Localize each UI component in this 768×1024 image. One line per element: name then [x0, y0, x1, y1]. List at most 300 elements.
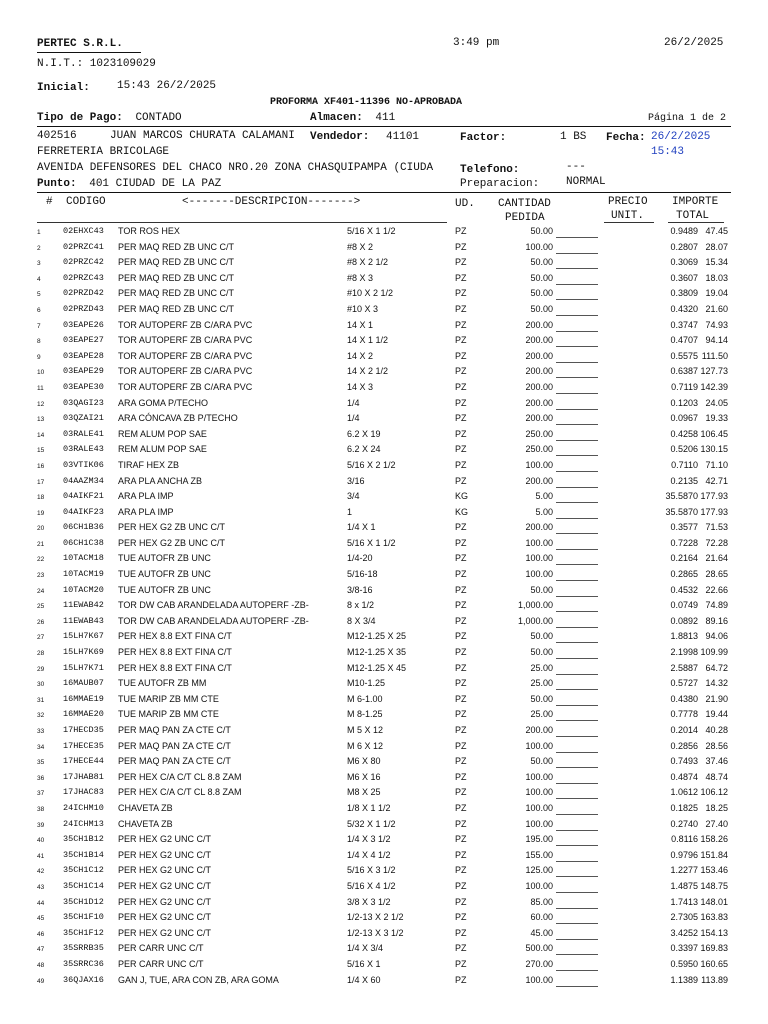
- table-row: [0, 567, 768, 583]
- client-address: AVENIDA DEFENSORES DEL CHACO NRO.20 ZONA CHASQUIPAMPA (CIUDA: [37, 162, 434, 174]
- item-description: PER HEX G2 UNC C/T: [118, 927, 212, 938]
- item-description: PER HEX G2 UNC C/T: [118, 880, 212, 891]
- item-description: TOR AUTOPERF ZB C/ARA PVC: [118, 319, 253, 330]
- company-underline: [37, 52, 141, 53]
- table-row: [0, 754, 768, 770]
- item-unit-price: 0.5950: [670, 958, 698, 969]
- item-unit: PZ: [455, 865, 467, 876]
- delivered-blank-line: [556, 408, 598, 410]
- item-code: 16MAUB07: [63, 678, 104, 689]
- row-number: 1: [37, 229, 41, 236]
- item-size: #8 X 2 1/2: [347, 257, 389, 268]
- table-row: [0, 520, 768, 536]
- item-quantity: 195.00: [525, 834, 553, 845]
- col-cantidad-1: CANTIDAD: [498, 198, 551, 210]
- item-description: TUE AUTOFR ZB UNC: [118, 569, 211, 580]
- almacen: [310, 112, 395, 124]
- item-quantity: 5.00: [535, 491, 553, 502]
- item-quantity: 200.00: [525, 413, 553, 424]
- item-description: PER CARR UNC C/T: [118, 943, 204, 954]
- item-code: 03QZAI21: [63, 413, 104, 424]
- item-quantity: 250.00: [525, 428, 553, 439]
- item-quantity: 45.00: [530, 927, 553, 938]
- item-unit: PZ: [455, 662, 467, 673]
- vendedor: [310, 131, 419, 143]
- item-total: 148.75: [700, 880, 728, 891]
- item-description: REM ALUM POP SAE: [118, 444, 207, 455]
- item-code: 15LH7K71: [63, 662, 104, 673]
- item-size: 1/4 X 3 1/2: [347, 834, 391, 845]
- item-quantity: 85.00: [530, 896, 553, 907]
- delivered-blank-line: [556, 486, 598, 488]
- item-size: 8 x 1/2: [347, 600, 375, 611]
- item-unit-price: 0.2856: [670, 740, 698, 751]
- item-code: 03EAPE30: [63, 381, 104, 392]
- row-number: 39: [37, 821, 45, 829]
- table-row: [0, 848, 768, 864]
- nit: N.I.T.: 1023109029: [37, 58, 156, 70]
- item-unit: PZ: [455, 787, 467, 798]
- row-number: 8: [37, 338, 41, 346]
- delivered-blank-line: [556, 907, 598, 909]
- item-table: [0, 224, 768, 988]
- item-unit-price: 0.1825: [670, 802, 698, 813]
- item-unit: KG: [455, 506, 469, 517]
- item-unit-price: 0.7228: [670, 537, 698, 548]
- item-total: 74.89: [705, 600, 728, 611]
- item-unit-price: 0.0967: [670, 413, 698, 424]
- item-total: 19.04: [705, 288, 728, 299]
- item-size: M6 X 80: [347, 756, 381, 767]
- item-code: 15LH7K67: [63, 631, 104, 642]
- item-unit: PZ: [455, 319, 467, 330]
- delivered-blank-line: [556, 673, 598, 675]
- vendedor-value: 41101: [386, 131, 420, 143]
- row-number: 40: [37, 837, 45, 845]
- item-quantity: 250.00: [525, 444, 553, 455]
- item-size: 3/4: [347, 491, 360, 502]
- item-description: PER MAQ PAN ZA CTE C/T: [118, 756, 231, 767]
- item-total: 19.33: [705, 413, 728, 424]
- item-size: 5/16 X 4 1/2: [347, 880, 396, 891]
- item-description: TUE AUTOFR ZB UNC: [118, 553, 211, 564]
- item-code: 03RALE43: [63, 444, 104, 455]
- delivered-blank-line: [556, 782, 598, 784]
- business-name: FERRETERIA BRICOLAGE: [37, 146, 170, 158]
- page-indicator: Página 1 de 2: [648, 113, 727, 124]
- table-row: [0, 739, 768, 755]
- item-unit-price: 0.9489: [670, 226, 698, 236]
- item-unit-price: 1.7413: [670, 896, 698, 907]
- item-quantity: 200.00: [525, 397, 553, 408]
- table-row: [0, 551, 768, 567]
- item-total: 127.73: [700, 366, 728, 377]
- delivered-blank-line: [556, 735, 598, 737]
- item-unit-price: 3.4252: [670, 927, 698, 938]
- item-unit: PZ: [455, 771, 467, 782]
- delivered-blank-line: [556, 860, 598, 862]
- item-description: PER HEX G2 UNC C/T: [118, 834, 212, 845]
- table-row: [0, 957, 768, 973]
- item-quantity: 100.00: [525, 537, 553, 548]
- item-size: 1/2-13 X 2 1/2: [347, 912, 404, 923]
- row-number: 44: [37, 899, 45, 907]
- item-total: 89.16: [705, 615, 728, 626]
- item-size: 1/4-20: [347, 553, 373, 564]
- table-row: [0, 318, 768, 334]
- delivered-blank-line: [556, 688, 598, 690]
- item-quantity: 50.00: [530, 756, 553, 767]
- item-size: 5/16 X 3 1/2: [347, 865, 396, 876]
- table-row: [0, 629, 768, 645]
- item-unit-price: 0.2740: [670, 818, 698, 829]
- row-number: 42: [37, 868, 45, 876]
- item-size: 1/4: [347, 397, 360, 408]
- table-row: [0, 442, 768, 458]
- item-description: PER HEX G2 UNC C/T: [118, 896, 212, 907]
- row-number: 49: [37, 977, 45, 985]
- delivered-blank-line: [556, 501, 598, 503]
- row-number: 23: [37, 572, 45, 580]
- item-unit: PZ: [455, 880, 467, 891]
- item-unit-price: 0.7119: [671, 381, 698, 392]
- table-row: [0, 832, 768, 848]
- item-unit: PZ: [455, 927, 467, 938]
- delivered-blank-line: [556, 579, 598, 581]
- table-row: [0, 536, 768, 552]
- item-size: M12-1.25 X 35: [347, 647, 407, 658]
- item-size: M12-1.25 X 45: [347, 662, 407, 673]
- item-quantity: 100.00: [525, 818, 553, 829]
- delivered-blank-line: [556, 719, 598, 721]
- item-code: 10TACM18: [63, 553, 104, 564]
- item-code: 11EWAB43: [63, 615, 104, 626]
- item-code: 35CH1F12: [63, 927, 104, 938]
- row-number: 27: [37, 634, 45, 642]
- delivered-blank-line: [556, 766, 598, 768]
- delivered-blank-line: [556, 423, 598, 425]
- item-unit-price: 0.7493: [670, 756, 698, 767]
- item-size: 1/2-13 X 3 1/2: [347, 927, 404, 938]
- fecha-label: Fecha:: [606, 132, 646, 144]
- item-unit-price: 0.7778: [670, 709, 698, 720]
- item-total: 18.03: [705, 272, 728, 283]
- item-total: 158.26: [700, 834, 728, 845]
- item-description: PER HEX G2 UNC C/T: [118, 865, 212, 876]
- punto-label: Punto:: [37, 178, 77, 190]
- item-size: 5/16 X 1 1/2: [347, 537, 396, 548]
- table-row: [0, 505, 768, 521]
- delivered-blank-line: [556, 548, 598, 550]
- row-number: 24: [37, 587, 45, 595]
- item-code: 36QJAX16: [63, 974, 104, 985]
- item-total: 48.74: [705, 771, 728, 782]
- item-description: TOR DW CAB ARANDELADA AUTOPERF -ZB-: [118, 600, 309, 611]
- item-size: #8 X 2: [347, 241, 374, 252]
- item-total: 15.34: [705, 257, 728, 268]
- table-row: [0, 692, 768, 708]
- delivered-blank-line: [556, 454, 598, 456]
- item-unit: PZ: [455, 678, 467, 689]
- table-row: [0, 645, 768, 661]
- item-total: 160.65: [700, 958, 728, 969]
- item-size: 1/4 X 60: [347, 974, 381, 985]
- item-unit-price: 0.2164: [670, 553, 698, 564]
- item-unit-price: 0.4707: [670, 335, 698, 346]
- row-number: 2: [37, 244, 41, 252]
- item-unit: PZ: [455, 818, 467, 829]
- item-size: 5/16-18: [347, 569, 378, 580]
- table-row: [0, 240, 768, 256]
- inicial-label: Inicial:: [37, 82, 90, 94]
- row-number: 32: [37, 712, 45, 720]
- item-unit: PZ: [455, 631, 467, 642]
- item-description: TOR AUTOPERF ZB C/ARA PVC: [118, 366, 253, 377]
- item-unit: PZ: [455, 693, 467, 704]
- print-date: 26/2/2025: [664, 37, 724, 49]
- row-number: 14: [37, 431, 45, 439]
- delivered-blank-line: [556, 470, 598, 472]
- item-quantity: 50.00: [530, 226, 553, 236]
- item-unit: PZ: [455, 756, 467, 767]
- col-cantidad-2: PEDIDA: [505, 212, 545, 222]
- table-row: [0, 380, 768, 396]
- item-description: TOR AUTOPERF ZB C/ARA PVC: [118, 335, 253, 346]
- item-size: #8 X 3: [347, 272, 374, 283]
- item-description: TOR DW CAB ARANDELADA AUTOPERF -ZB-: [118, 615, 309, 626]
- row-number: 17: [37, 478, 45, 486]
- header-divider: [37, 126, 731, 127]
- table-row: [0, 723, 768, 739]
- row-number: 25: [37, 603, 45, 611]
- table-row: [0, 817, 768, 833]
- item-unit: PZ: [455, 849, 467, 860]
- row-number: 29: [37, 665, 45, 673]
- item-quantity: 100.00: [525, 802, 553, 813]
- delivered-blank-line: [556, 330, 598, 332]
- item-unit-price: 0.4874: [670, 771, 698, 782]
- item-unit: PZ: [455, 974, 467, 985]
- item-code: 17HECE44: [63, 756, 104, 767]
- item-description: PER MAQ RED ZB UNC C/T: [118, 303, 235, 314]
- item-size: #10 X 2 1/2: [347, 288, 394, 299]
- item-total: 64.72: [705, 662, 728, 673]
- delivered-blank-line: [556, 252, 598, 254]
- item-quantity: 500.00: [525, 943, 553, 954]
- item-size: M6 X 16: [347, 771, 381, 782]
- table-row: [0, 333, 768, 349]
- row-number: 4: [37, 275, 41, 283]
- item-total: 21.64: [705, 553, 728, 564]
- item-unit-price: 1.1389: [670, 974, 698, 985]
- item-unit-price: 0.0892: [670, 615, 698, 626]
- table-row: [0, 396, 768, 412]
- table-row: [0, 863, 768, 879]
- item-unit: PZ: [455, 896, 467, 907]
- row-number: 26: [37, 618, 45, 626]
- item-size: 14 X 1: [347, 319, 374, 330]
- table-row: [0, 255, 768, 271]
- row-number: 18: [37, 494, 45, 502]
- item-size: 5/16 X 1: [347, 958, 381, 969]
- item-size: 3/16: [347, 475, 365, 486]
- item-unit: PZ: [455, 397, 467, 408]
- item-unit: KG: [455, 491, 469, 502]
- row-number: 35: [37, 759, 45, 767]
- item-unit: PZ: [455, 740, 467, 751]
- item-description: GAN J, TUE, ARA CON ZB, ARA GOMA: [118, 974, 279, 985]
- item-quantity: 100.00: [525, 459, 553, 470]
- item-code: 35CH1B14: [63, 849, 104, 860]
- item-unit-price: 0.3397: [670, 943, 698, 954]
- item-total: 94.06: [705, 631, 728, 642]
- item-code: 03EAPE26: [63, 319, 104, 330]
- row-number: 10: [37, 369, 45, 377]
- table-row: [0, 707, 768, 723]
- item-total: 177.93: [700, 491, 728, 502]
- item-unit-price: 35.5870: [665, 506, 698, 517]
- item-description: PER MAQ PAN ZA CTE C/T: [118, 725, 231, 735]
- item-quantity: 100.00: [525, 771, 553, 782]
- item-unit-price: 2.1998: [670, 647, 698, 658]
- item-unit-price: 0.4532: [670, 584, 698, 595]
- tipo-pago-value: CONTADO: [135, 112, 182, 124]
- item-quantity: 100.00: [525, 569, 553, 580]
- table-row: [0, 973, 768, 989]
- item-unit: PZ: [455, 615, 467, 626]
- item-unit-price: 2.5887: [670, 662, 698, 673]
- item-total: 21.90: [705, 693, 728, 704]
- item-code: 17HECE35: [63, 740, 104, 751]
- item-description: TUE AUTOFR ZB UNC: [118, 584, 211, 595]
- importe-underline: [668, 222, 724, 223]
- row-number: 15: [37, 447, 45, 455]
- row-number: 5: [37, 291, 41, 299]
- item-unit-price: 0.3607: [670, 272, 698, 283]
- item-total: 21.60: [705, 303, 728, 314]
- item-size: 1/4: [347, 413, 360, 424]
- table-row: [0, 302, 768, 318]
- almacen-label: Almacen:: [310, 112, 363, 124]
- item-quantity: 50.00: [530, 288, 553, 299]
- item-unit: PZ: [455, 241, 467, 252]
- telefono-value: ---: [566, 161, 586, 173]
- table-row: [0, 411, 768, 427]
- item-description: TOR AUTOPERF ZB C/ARA PVC: [118, 350, 253, 361]
- row-number: 30: [37, 681, 45, 689]
- item-unit: PZ: [455, 350, 467, 361]
- item-quantity: 200.00: [525, 475, 553, 486]
- item-description: PER CARR UNC C/T: [118, 958, 204, 969]
- item-unit-price: 0.8116: [671, 834, 698, 845]
- table-row: [0, 614, 768, 630]
- item-unit: PZ: [455, 958, 467, 969]
- delivered-blank-line: [556, 298, 598, 300]
- item-unit-price: 0.7110: [671, 459, 698, 470]
- item-code: 24ICHM10: [63, 802, 104, 813]
- delivered-blank-line: [556, 891, 598, 893]
- delivered-blank-line: [556, 985, 598, 987]
- table-top-line: [37, 192, 731, 193]
- item-total: 71.10: [705, 459, 728, 470]
- delivered-blank-line: [556, 283, 598, 285]
- row-number: 16: [37, 462, 45, 470]
- item-total: 113.89: [701, 974, 728, 985]
- delivered-blank-line: [556, 517, 598, 519]
- row-number: 11: [37, 384, 44, 392]
- print-time: 3:49 pm: [453, 37, 500, 49]
- item-size: M 8-1.25: [347, 709, 383, 720]
- col-descripcion: <-------DESCRIPCION------->: [182, 196, 361, 208]
- col-importe-2: TOTAL: [676, 210, 710, 222]
- item-description: PER MAQ RED ZB UNC C/T: [118, 257, 235, 268]
- item-size: M8 X 25: [347, 787, 381, 798]
- delivered-blank-line: [556, 610, 598, 612]
- item-total: 14.32: [705, 678, 728, 689]
- item-code: 02PRZD42: [63, 288, 104, 299]
- item-code: 35CH1F10: [63, 912, 104, 923]
- item-size: 5/16 X 1 1/2: [347, 226, 396, 236]
- row-number: 37: [37, 790, 45, 798]
- almacen-value: 411: [375, 112, 396, 124]
- item-description: ARA PLA IMP: [118, 491, 174, 502]
- punto: [37, 178, 221, 190]
- item-total: 154.13: [700, 927, 728, 938]
- item-unit-price: 1.4875: [670, 880, 698, 891]
- factor-value: 1 BS: [560, 131, 587, 143]
- item-size: 3/8 X 3 1/2: [347, 896, 391, 907]
- item-unit-price: 0.4380: [670, 693, 698, 704]
- table-row: [0, 801, 768, 817]
- item-unit: PZ: [455, 459, 467, 470]
- item-total: 42.71: [705, 475, 728, 486]
- item-size: M 5 X 12: [347, 725, 384, 735]
- item-size: 14 X 3: [347, 381, 374, 392]
- item-total: 40.28: [705, 725, 728, 735]
- item-description: PER HEX G2 ZB UNC C/T: [118, 537, 226, 548]
- item-code: 35CH1C14: [63, 880, 104, 891]
- delivered-blank-line: [556, 314, 598, 316]
- item-unit-price: 0.2135: [670, 475, 698, 486]
- row-number: 36: [37, 774, 45, 782]
- row-number: 12: [37, 400, 45, 408]
- item-size: 1/4 X 1: [347, 522, 376, 533]
- item-unit: PZ: [455, 366, 467, 377]
- item-code: 06CH1C38: [63, 537, 104, 548]
- item-unit-price: 0.3577: [670, 522, 698, 533]
- item-unit: PZ: [455, 272, 467, 283]
- item-size: 5/16 X 2 1/2: [347, 459, 396, 470]
- telefono-label: Telefono:: [460, 164, 520, 176]
- item-quantity: 100.00: [525, 880, 553, 891]
- item-unit: PZ: [455, 428, 467, 439]
- item-quantity: 25.00: [530, 678, 553, 689]
- item-quantity: 50.00: [530, 647, 553, 658]
- delivered-blank-line: [556, 704, 598, 706]
- item-size: 6.2 X 24: [347, 444, 381, 455]
- item-unit: PZ: [455, 834, 467, 845]
- table-row: [0, 489, 768, 505]
- table-row: [0, 598, 768, 614]
- item-size: 1/8 X 1 1/2: [347, 802, 391, 813]
- table-row: [0, 910, 768, 926]
- item-size: 14 X 2 1/2: [347, 366, 389, 377]
- row-number: 43: [37, 883, 45, 891]
- item-quantity: 200.00: [525, 319, 553, 330]
- item-size: 8 X 3/4: [347, 615, 376, 626]
- item-total: 71.53: [705, 522, 728, 533]
- item-quantity: 50.00: [530, 272, 553, 283]
